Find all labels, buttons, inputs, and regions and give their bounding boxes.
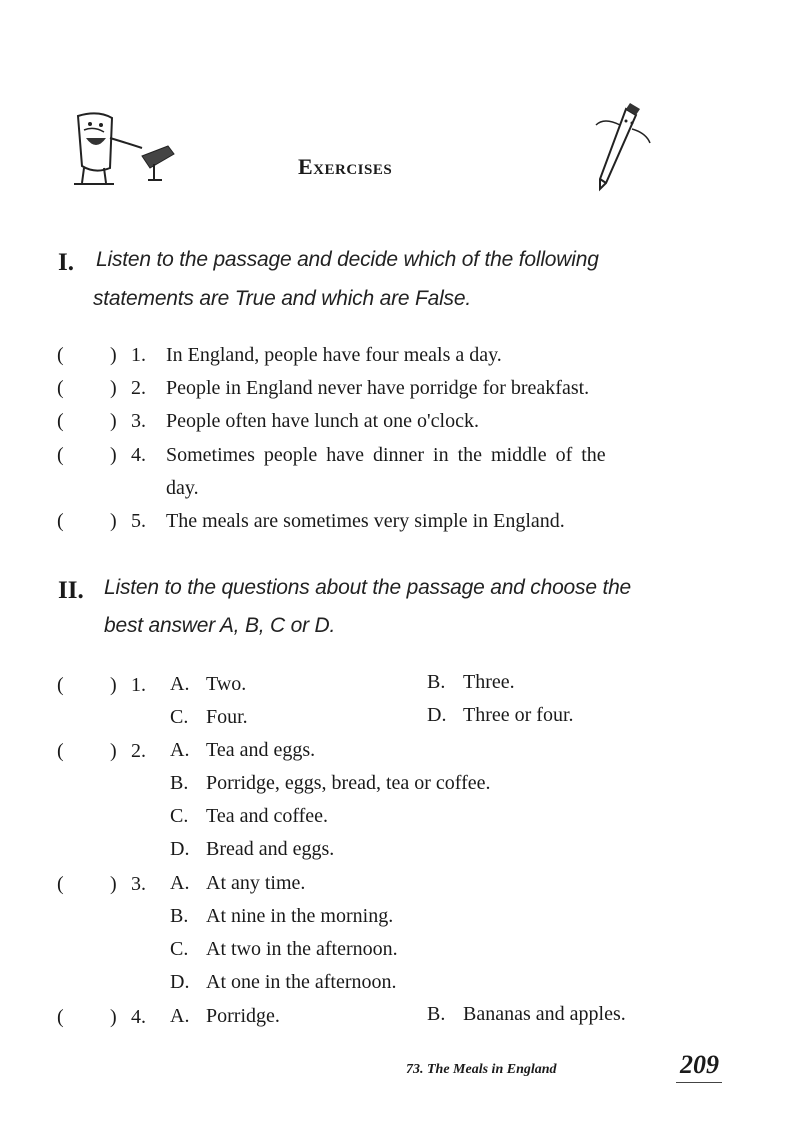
question-number: 1. <box>131 674 146 696</box>
option-letter: A. <box>170 673 190 695</box>
option-letter: D. <box>427 704 447 726</box>
answer-paren-close: ) <box>110 444 117 466</box>
part2-instruction-line2: best answer A, B, C or D. <box>104 614 336 637</box>
item-number: 4. <box>131 444 146 466</box>
answer-paren-close: ) <box>110 510 117 532</box>
answer-paren-open: ( <box>57 1006 64 1028</box>
item-number: 2. <box>131 377 146 399</box>
answer-paren-open: ( <box>57 510 64 532</box>
option-text: Four. <box>206 706 248 728</box>
statement-text: Sometimes people have dinner in the middle of the <box>166 444 606 466</box>
option-text: At nine in the morning. <box>206 905 394 927</box>
item-number: 5. <box>131 510 146 532</box>
option-text: Three. <box>463 671 515 693</box>
option-text: Three or four. <box>463 704 574 726</box>
option-letter: D. <box>170 971 190 993</box>
statement-text: The meals are sometimes very simple in England. <box>166 510 565 532</box>
option-letter: C. <box>170 938 189 960</box>
option-text: Porridge. <box>206 1005 280 1027</box>
answer-paren-open: ( <box>57 740 64 762</box>
talking-cup-illustration-icon <box>70 108 180 193</box>
option-letter: A. <box>170 739 190 761</box>
option-letter: C. <box>170 805 189 827</box>
part1-instruction-line2: statements are True and which are False. <box>93 287 471 310</box>
option-text: Tea and eggs. <box>206 739 316 761</box>
option-letter: B. <box>427 1003 446 1025</box>
answer-paren-open: ( <box>57 377 64 399</box>
option-text: At two in the afternoon. <box>206 938 398 960</box>
option-letter: D. <box>170 838 190 860</box>
option-text: Two. <box>206 673 247 695</box>
answer-paren-close: ) <box>110 740 117 762</box>
option-text: At one in the afternoon. <box>206 971 397 993</box>
question-number: 3. <box>131 873 146 895</box>
option-text: At any time. <box>206 872 306 894</box>
statement-text: In England, people have four meals a day. <box>166 344 502 366</box>
answer-paren-open: ( <box>57 410 64 432</box>
option-letter: B. <box>427 671 446 693</box>
chapter-running-footer: 73. The Meals in England <box>406 1062 557 1077</box>
part2-numeral: II. <box>58 577 84 604</box>
pencil-illustration-icon <box>590 103 660 193</box>
option-letter: A. <box>170 1005 190 1027</box>
answer-paren-close: ) <box>110 1006 117 1028</box>
answer-paren-close: ) <box>110 674 117 696</box>
option-text: Tea and coffee. <box>206 805 329 827</box>
part2-instruction-line1: Listen to the questions about the passage and choose the <box>104 576 632 599</box>
option-letter: C. <box>170 706 189 728</box>
answer-paren-close: ) <box>110 344 117 366</box>
page-title: Exercises <box>298 154 393 179</box>
answer-paren-close: ) <box>110 377 117 399</box>
answer-paren-close: ) <box>110 410 117 432</box>
option-text: Bread and eggs. <box>206 838 335 860</box>
item-number: 1. <box>131 344 146 366</box>
option-text: Bananas and apples. <box>463 1003 626 1025</box>
option-letter: A. <box>170 872 190 894</box>
part1-numeral: I. <box>58 249 74 276</box>
page-number-rule <box>676 1082 722 1083</box>
option-text: Porridge, eggs, bread, tea or coffee. <box>206 772 491 794</box>
answer-paren-open: ( <box>57 344 64 366</box>
option-letter: B. <box>170 905 189 927</box>
answer-paren-open: ( <box>57 873 64 895</box>
question-number: 2. <box>131 740 146 762</box>
statement-text: People often have lunch at one o'clock. <box>166 410 479 432</box>
answer-paren-open: ( <box>57 674 64 696</box>
statement-text-continued: day. <box>166 477 199 499</box>
answer-paren-open: ( <box>57 444 64 466</box>
item-number: 3. <box>131 410 146 432</box>
page-number: 209 <box>680 1050 719 1079</box>
answer-paren-close: ) <box>110 873 117 895</box>
option-letter: B. <box>170 772 189 794</box>
statement-text: People in England never have porridge for breakfast. <box>166 377 590 399</box>
question-number: 4. <box>131 1006 146 1028</box>
part1-instruction-line1: Listen to the passage and decide which of the following <box>96 248 599 271</box>
